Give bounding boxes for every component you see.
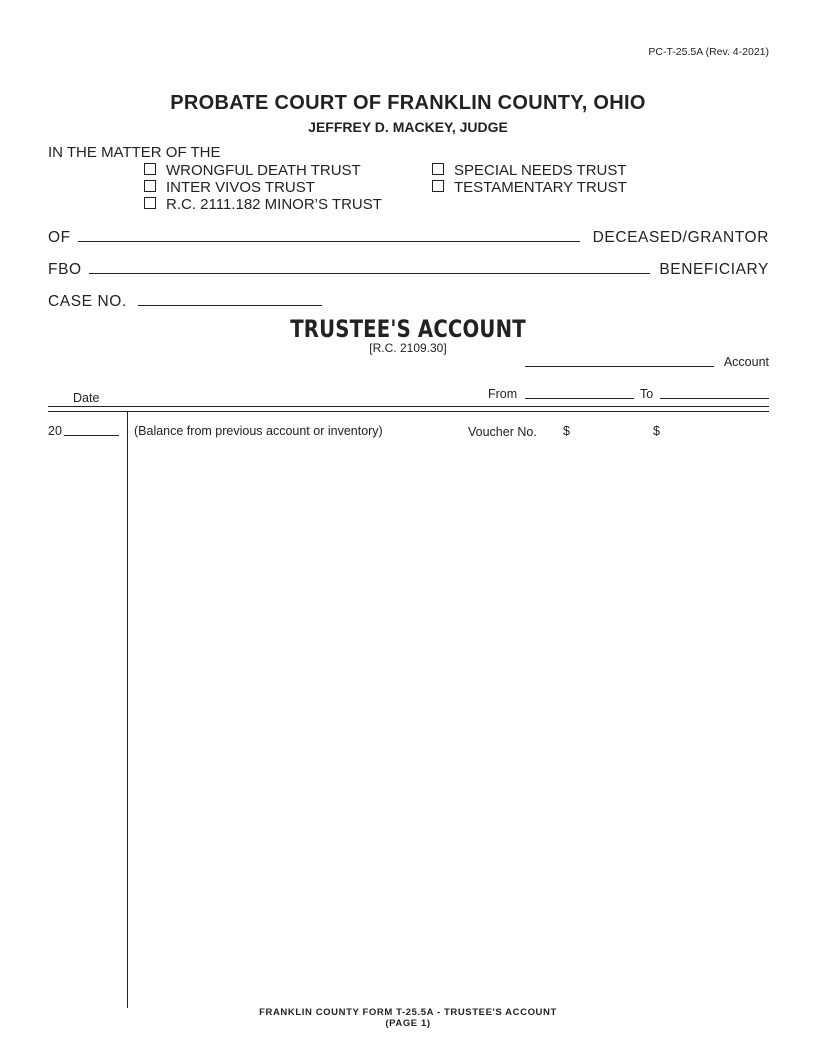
beneficiary-label: BENEFICIARY xyxy=(659,261,769,278)
from-label: From xyxy=(488,387,518,401)
balance-description: (Balance from previous account or inventory) xyxy=(134,424,383,438)
header-rule-top xyxy=(48,406,769,407)
year-prefix: 20 xyxy=(48,424,62,438)
to-date-field[interactable] xyxy=(660,398,769,399)
checkbox-wrongful-death[interactable] xyxy=(144,163,156,175)
option-wrongful-death[interactable]: WRONGFUL DEATH TRUST xyxy=(144,162,361,179)
footer-line-2: (PAGE 1) xyxy=(385,1018,431,1029)
beneficiary-name-field[interactable] xyxy=(89,273,650,274)
case-number-label: CASE NO. xyxy=(48,293,127,310)
from-date-field[interactable] xyxy=(525,398,634,399)
currency-symbol-1: $ xyxy=(563,424,570,438)
checkbox-inter-vivos[interactable] xyxy=(144,180,156,192)
date-column-divider xyxy=(127,412,128,1008)
option-special-needs[interactable]: SPECIAL NEEDS TRUST xyxy=(432,162,627,179)
checkbox-minors-trust[interactable] xyxy=(144,197,156,209)
option-testamentary[interactable]: TESTAMENTARY TRUST xyxy=(432,179,627,196)
voucher-label: Voucher No. xyxy=(468,425,537,439)
account-label: Account xyxy=(723,355,769,369)
of-label: OF xyxy=(48,229,71,246)
case-number-field[interactable] xyxy=(138,305,322,306)
court-name: PROBATE COURT OF FRANKLIN COUNTY, OHIO xyxy=(170,92,646,114)
checkbox-special-needs[interactable] xyxy=(432,163,444,175)
deceased-grantor-label: DECEASED/GRANTOR xyxy=(592,229,769,246)
header-rule-bottom xyxy=(48,411,769,412)
account-number-field[interactable] xyxy=(525,366,714,367)
deceased-name-field[interactable] xyxy=(78,241,580,242)
checkbox-testamentary[interactable] xyxy=(432,180,444,192)
matter-label: IN THE MATTER OF THE xyxy=(48,144,221,161)
footer-line-1: FRANKLIN COUNTY FORM T-25.5A - TRUSTEE'S ACCOUNT xyxy=(259,1007,557,1018)
year-field[interactable] xyxy=(64,435,119,436)
form-title: TRUSTEE'S ACCOUNT xyxy=(290,315,526,343)
statute-reference: [R.C. 2109.30] xyxy=(369,341,447,355)
option-minors-trust[interactable]: R.C. 2111.182 MINOR’S TRUST xyxy=(144,196,382,213)
fbo-label: FBO xyxy=(48,261,82,278)
to-label: To xyxy=(640,387,654,401)
date-column-label: Date xyxy=(73,391,100,405)
judge-name: JEFFREY D. MACKEY, JUDGE xyxy=(308,119,508,135)
currency-symbol-2: $ xyxy=(653,424,660,438)
option-inter-vivos[interactable]: INTER VIVOS TRUST xyxy=(144,179,315,196)
form-code: PC-T-25.5A (Rev. 4-2021) xyxy=(648,46,769,58)
footer xyxy=(0,1007,816,1029)
